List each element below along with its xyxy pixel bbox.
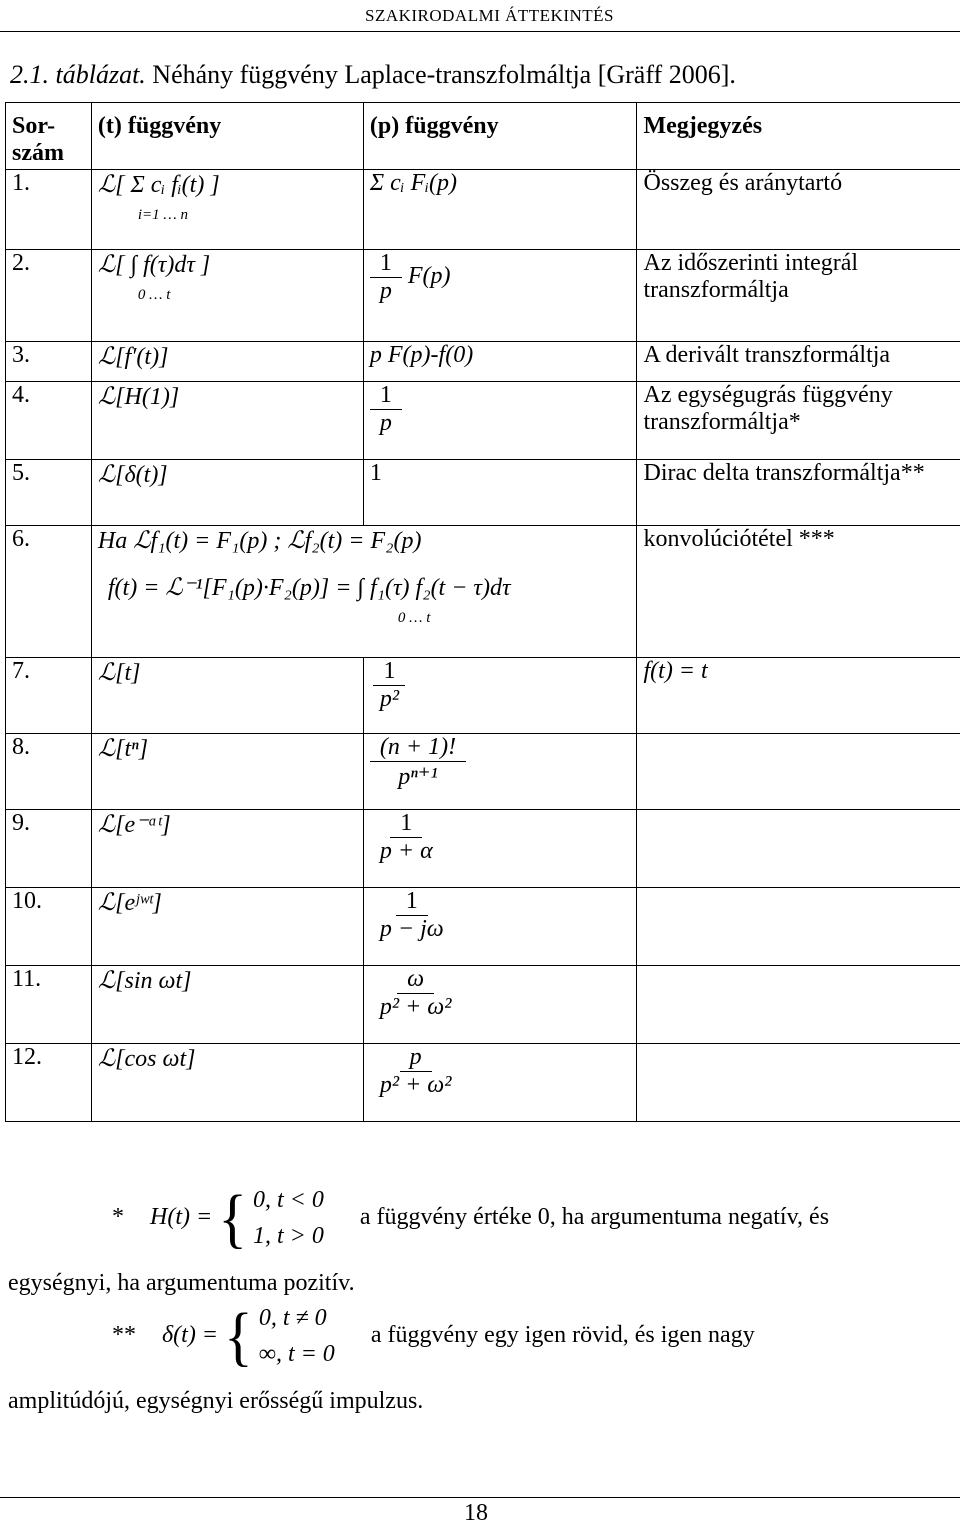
remark-cell (637, 1044, 960, 1122)
table-row (6, 1044, 960, 1122)
remark-cell: Dirac delta transzformáltja** (637, 460, 960, 526)
footnote-marker: * (112, 1204, 124, 1230)
time-function-cell (91, 170, 363, 250)
time-function-cell (91, 1044, 363, 1122)
row-number: 3. (6, 342, 92, 382)
time-function-cell (91, 250, 363, 342)
piecewise-cases: 0, t < 0 1, t > 0 (253, 1182, 324, 1254)
running-header: SZAKIRODALMI ÁTTEKINTÉS (365, 6, 614, 26)
footnote-dirac-cont: amplitúdójú, egységnyi erősségű impulzus. (8, 1384, 958, 1418)
remark-cell: Az egységugrás függvény transzformáltja* (637, 382, 960, 460)
time-function-cell (91, 810, 363, 888)
p-function-cell (363, 734, 637, 810)
row-number: 6. (6, 526, 92, 658)
fraction: $\frac{1}{\text{p²}}$ (370, 658, 409, 713)
footnote-text: a függvény értéke 0, ha argumentuma negatív, és (360, 1204, 829, 1230)
table-row (6, 460, 960, 526)
table-row (6, 734, 960, 810)
time-function-cell (91, 734, 363, 810)
math-formula: ℒ[f′(t)] (98, 342, 357, 371)
footnote-dirac (8, 1300, 958, 1372)
footnote-marker: ** (112, 1322, 136, 1348)
fraction: $\frac{1}{p - j\omega}$ (370, 888, 454, 943)
time-function-cell (91, 382, 363, 460)
table-row (6, 526, 960, 658)
p-function-cell (363, 1044, 637, 1122)
math-formula: H(t) = (150, 1204, 212, 1230)
time-function-cell (91, 888, 363, 966)
remark-cell: Összeg és aránytartó (637, 170, 960, 250)
math-formula: ℒ[cos ωt] (98, 1044, 357, 1073)
row-number: 7. (6, 658, 92, 734)
row-number: 9. (6, 810, 92, 888)
math-formula: ℒ[t] (98, 658, 357, 687)
caption-text: Néhány függvény Laplace-transzfolmáltja [Gräff 2006]. (146, 60, 736, 89)
remark-cell (637, 810, 960, 888)
brace-icon: { (224, 1303, 253, 1369)
laplace-table (5, 102, 960, 1122)
math-formula: ℒ[e⁻ᵅᵗ] (98, 810, 357, 839)
math-formula: F(p) (408, 263, 451, 289)
math-formula: ℒ[ Σ cᵢ fᵢ(t) ] (98, 170, 357, 199)
table-row (6, 966, 960, 1044)
col-header-time-function: (t) függvény (91, 103, 363, 170)
row-number: 8. (6, 734, 92, 810)
row-number: 2. (6, 250, 92, 342)
convolution-cell (91, 526, 637, 658)
math-formula: ℒ[sin ωt] (98, 966, 357, 995)
fraction: $\frac{(n + 1)!}{\text{pⁿ⁺¹}}$ (370, 734, 466, 791)
fraction: $\frac{1}{p}$ (370, 250, 402, 305)
piecewise-cases: 0, t ≠ 0 ∞, t = 0 (259, 1300, 335, 1372)
math-formula: ℒ[δ(t)] (98, 460, 357, 489)
table-row (6, 810, 960, 888)
sum-limits: i=1 … n (138, 207, 188, 223)
row-number: 5. (6, 460, 92, 526)
integral-limits: 0 … t (138, 287, 171, 303)
remark-cell (637, 734, 960, 810)
p-function-cell (363, 342, 637, 382)
fraction: $\frac{1}{p + \alpha}$ (370, 810, 443, 865)
fraction: $\frac{\omega}{\text{p² + ω²}}$ (370, 966, 462, 1021)
math-formula: δ(t) = (162, 1322, 218, 1348)
p-function-cell (363, 888, 637, 966)
math-formula: ℒ[ ∫ f(τ)dτ ] (98, 250, 357, 279)
p-function-cell (363, 250, 637, 342)
time-function-cell (91, 966, 363, 1044)
row-number: 11. (6, 966, 92, 1044)
time-function-cell (91, 460, 363, 526)
math-formula: ℒ[eʲʷᵗ] (98, 888, 357, 917)
page-number: 18 (464, 1500, 488, 1527)
math-formula: p F(p)-f(0) (370, 342, 631, 369)
p-function-cell (363, 460, 637, 526)
table-row (6, 342, 960, 382)
table-caption (10, 60, 736, 90)
header-rule (0, 31, 960, 32)
table-row (6, 250, 960, 342)
p-function-cell (363, 382, 637, 460)
fraction: $\frac{1}{p}$ (370, 382, 402, 437)
integral-limits: 0 … t (398, 610, 431, 626)
caption-label: 2.1. táblázat. (10, 60, 146, 89)
table-row (6, 658, 960, 734)
col-header-p-function: (p) függvény (363, 103, 637, 170)
table-header-row (6, 103, 960, 170)
footer-rule (0, 1497, 960, 1498)
row-number: 1. (6, 170, 92, 250)
remark-cell: konvolúciótétel *** (637, 526, 960, 658)
footnote-unit-step (8, 1182, 958, 1254)
time-function-cell (91, 342, 363, 382)
fraction: $\frac{p}{\text{p² + ω²}}$ (370, 1044, 462, 1099)
footnote-unit-step-cont: egységnyi, ha argumentuma pozitív. (8, 1266, 958, 1300)
p-function-cell (363, 658, 637, 734)
p-function-cell (363, 966, 637, 1044)
math-formula: ℒ[H(1)] (98, 382, 357, 411)
row-number: 10. (6, 888, 92, 966)
math-formula: Ha ℒf₁(t) = F₁(p) ; ℒf₂(t) = F₂(p) (98, 526, 631, 555)
table-row (6, 888, 960, 966)
table-row (6, 170, 960, 250)
col-header-remark: Megjegyzés (637, 103, 960, 170)
col-header-number: Sor-szám (6, 103, 92, 170)
row-number: 12. (6, 1044, 92, 1122)
remark-cell (637, 658, 960, 734)
p-function-cell (363, 810, 637, 888)
math-formula: 1 (370, 460, 631, 487)
table-row (6, 382, 960, 460)
math-formula: f(t) = t (643, 658, 954, 685)
math-formula: ℒ[tⁿ] (98, 734, 357, 763)
math-formula: Σ cᵢ Fᵢ(p) (370, 170, 631, 197)
remark-cell: A derivált transzformáltja (637, 342, 960, 382)
remark-cell: Az időszerinti integrál transzformáltja (637, 250, 960, 342)
remark-cell (637, 888, 960, 966)
footnote-text: a függvény egy igen rövid, és igen nagy (371, 1322, 755, 1348)
row-number: 4. (6, 382, 92, 460)
remark-cell (637, 966, 960, 1044)
math-formula: f(t) = ℒ⁻¹[F₁(p)·F₂(p)] = ∫ f₁(τ) f₂(t − τ)dτ (108, 573, 631, 602)
p-function-cell (363, 170, 637, 250)
brace-icon: { (218, 1185, 247, 1251)
time-function-cell (91, 658, 363, 734)
